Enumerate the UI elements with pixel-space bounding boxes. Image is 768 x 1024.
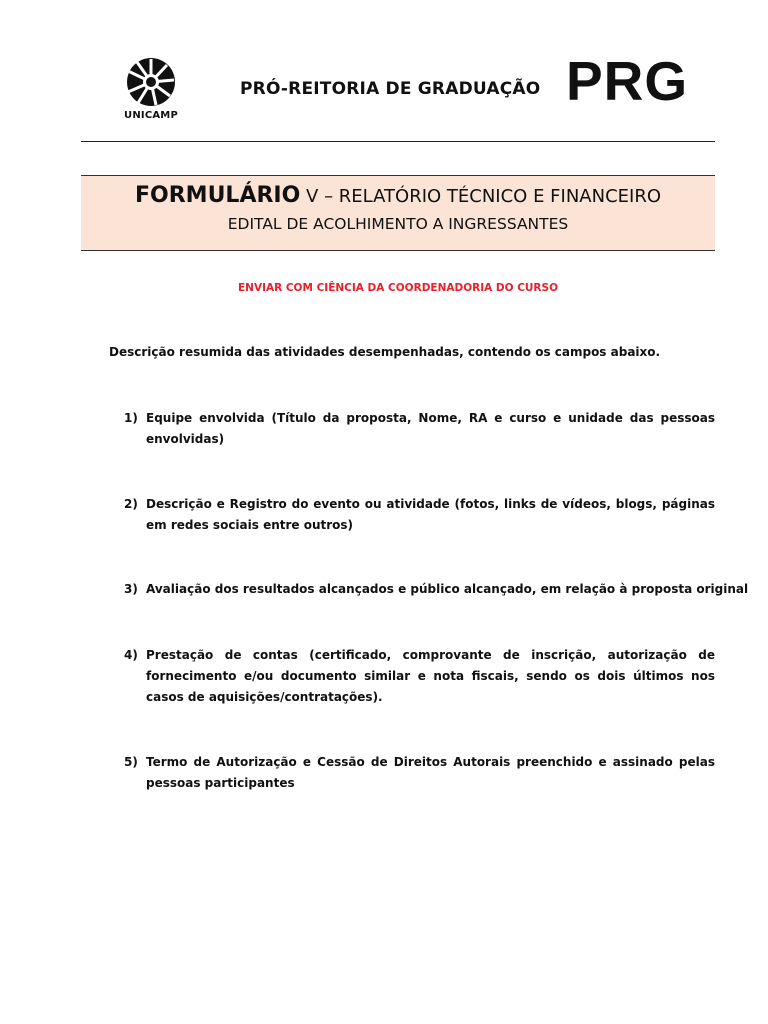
intro-text: Descrição resumida das atividades desempenhadas, contendo os campos abaixo. bbox=[109, 345, 661, 359]
page-header bbox=[0, 0, 768, 140]
list-item-text: Termo de Autorização e Cessão de Direitos Autorais preenchido e assinado pelas pessoas participantes bbox=[146, 755, 715, 790]
unicamp-logo bbox=[116, 56, 186, 124]
form-title-box bbox=[81, 175, 715, 251]
form-title-rest: V – RELATÓRIO TÉCNICO E FINANCEIRO bbox=[300, 186, 661, 207]
list-item-number: 1) bbox=[124, 411, 138, 425]
list-item-text: Descrição e Registro do evento ou atividade (fotos, links de vídeos, blogs, páginas em redes sociais entre outros) bbox=[146, 497, 715, 532]
list-item bbox=[124, 579, 749, 600]
list-item-text: Equipe envolvida (Título da proposta, Nome, RA e curso e unidade das pessoas envolvidas) bbox=[146, 411, 715, 446]
list-item bbox=[124, 408, 715, 450]
list-item-number: 2) bbox=[124, 497, 138, 511]
org-name: PRÓ-REITORIA DE GRADUAÇÃO bbox=[240, 79, 541, 99]
form-title-main: FORMULÁRIO bbox=[135, 183, 301, 208]
list-item-number: 5) bbox=[124, 755, 138, 769]
org-acronym: PRG bbox=[566, 50, 689, 112]
list-item-text: Avaliação dos resultados alcançados e público alcançado, em relação à proposta original bbox=[146, 582, 749, 596]
list-item bbox=[124, 645, 715, 708]
form-subtitle: EDITAL DE ACOLHIMENTO A INGRESSANTES bbox=[227, 215, 569, 233]
list-item bbox=[124, 494, 715, 536]
list-item bbox=[124, 752, 715, 794]
logo-text: UNICAMP bbox=[124, 110, 178, 121]
notice-text: ENVIAR COM CIÊNCIA DA COORDENADORIA DO CURSO bbox=[237, 282, 559, 294]
form-title bbox=[81, 181, 715, 212]
list-item-number: 3) bbox=[124, 582, 138, 596]
header-divider bbox=[81, 141, 715, 142]
unicamp-emblem-icon bbox=[116, 56, 186, 108]
list-item-text: Prestação de contas (certificado, comprovante de inscrição, autorização de fornecimento e/ou documento similar e nota fiscais, sendo os dois últimos nos casos de aquisições/contratações). bbox=[146, 648, 715, 704]
list-item-number: 4) bbox=[124, 648, 138, 662]
